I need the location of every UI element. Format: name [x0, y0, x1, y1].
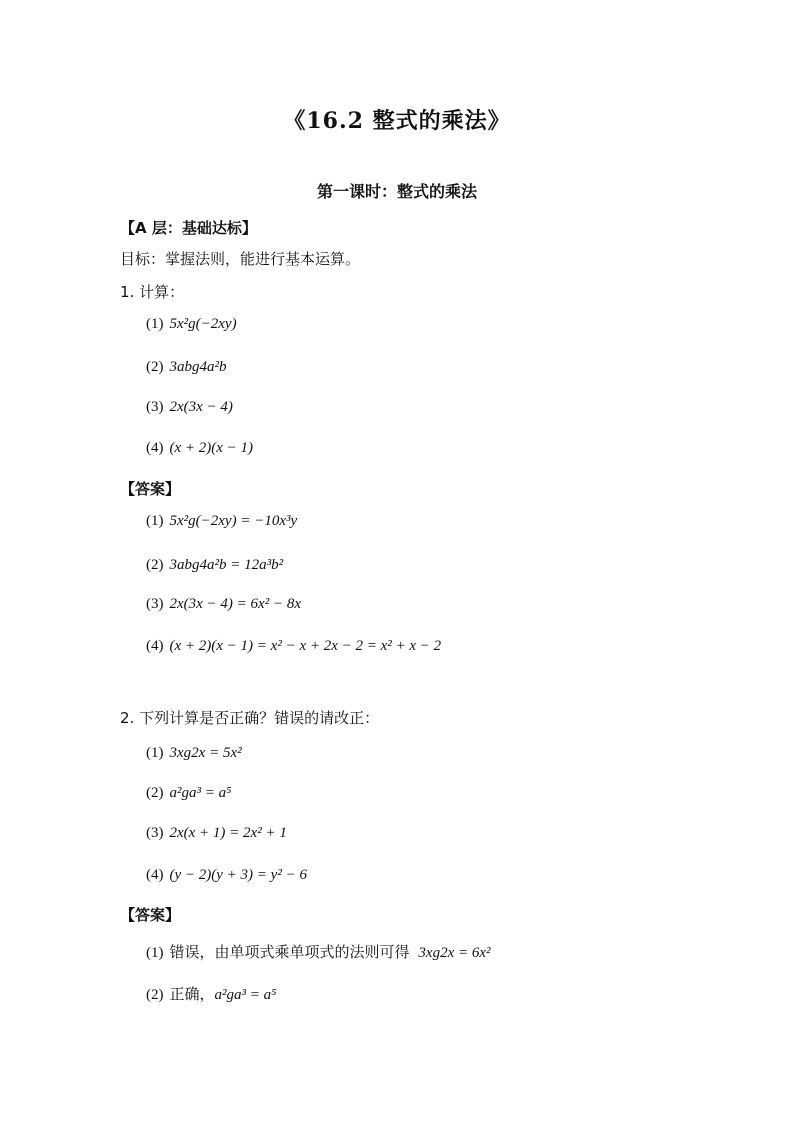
- math-expression: a²ga³ = a⁵: [169, 785, 232, 801]
- math-expression: 3xg2x = 6x²: [418, 945, 491, 961]
- item-number: (3): [146, 399, 164, 415]
- q1-item-3: [146, 399, 233, 416]
- math-expression: 2x(3x − 4): [169, 399, 233, 415]
- item-number: (4): [146, 638, 164, 654]
- math-expression: 2x(x + 1) = 2x² + 1: [169, 825, 287, 841]
- answer-text: 正确，: [169, 985, 215, 1003]
- math-expression: (x + 2)(x − 1) = x² − x + 2x − 2 = x² + x − 2: [169, 638, 442, 654]
- a2-item-2: [146, 983, 276, 1004]
- item-number: (2): [146, 359, 164, 375]
- question-2-prompt: 2. 下列计算是否正确？错误的请改正：: [120, 709, 380, 727]
- item-number: (4): [146, 867, 164, 883]
- item-number: (4): [146, 440, 164, 456]
- math-expression: 5x²g(−2xy): [169, 316, 237, 332]
- answer-heading-2: 【答案】: [120, 906, 181, 924]
- lesson-subtitle: 第一课时：整式的乘法: [316, 182, 477, 201]
- math-expression: a²ga³ = a⁵: [214, 987, 277, 1003]
- item-number: (3): [146, 596, 164, 612]
- level-a-heading: 【A 层：基础达标】: [120, 219, 257, 237]
- math-expression: 3abg4a²b: [169, 359, 227, 375]
- item-number: (1): [146, 316, 164, 332]
- item-number: (1): [146, 745, 164, 761]
- a1-item-4: [146, 638, 441, 655]
- a1-item-3: [146, 596, 301, 613]
- q2-item-3: [146, 825, 287, 842]
- question-1-prompt: 1. 计算：: [120, 283, 185, 301]
- math-expression: (x + 2)(x − 1): [169, 440, 254, 456]
- math-expression: 5x²g(−2xy) = −10x³y: [169, 513, 298, 529]
- a2-item-1: [146, 941, 491, 962]
- math-expression: (y − 2)(y + 3) = y² − 6: [169, 867, 307, 883]
- q1-item-1: [146, 316, 237, 333]
- page-title: 《16.2 整式的乘法》: [283, 108, 511, 134]
- q2-item-2: [146, 785, 231, 802]
- item-number: (3): [146, 825, 164, 841]
- math-expression: 3abg4a²b = 12a³b²: [169, 557, 284, 573]
- a1-item-2: [146, 557, 283, 574]
- q2-item-1: [146, 745, 242, 762]
- math-expression: 3xg2x = 5x²: [169, 745, 242, 761]
- item-number: (1): [146, 513, 164, 529]
- item-number: (1): [146, 945, 164, 961]
- q1-item-4: [146, 440, 253, 457]
- q1-item-2: [146, 359, 227, 376]
- answer-text: 错误，由单项式乘单项式的法则可得: [169, 943, 410, 961]
- goal-text: 目标：掌握法则，能进行基本运算。: [120, 250, 361, 268]
- item-number: (2): [146, 785, 164, 801]
- q2-item-4: [146, 867, 307, 884]
- math-expression: 2x(3x − 4) = 6x² − 8x: [169, 596, 301, 612]
- answer-heading-1: 【答案】: [120, 480, 181, 498]
- item-number: (2): [146, 987, 164, 1003]
- a1-item-1: [146, 513, 297, 530]
- item-number: (2): [146, 557, 164, 573]
